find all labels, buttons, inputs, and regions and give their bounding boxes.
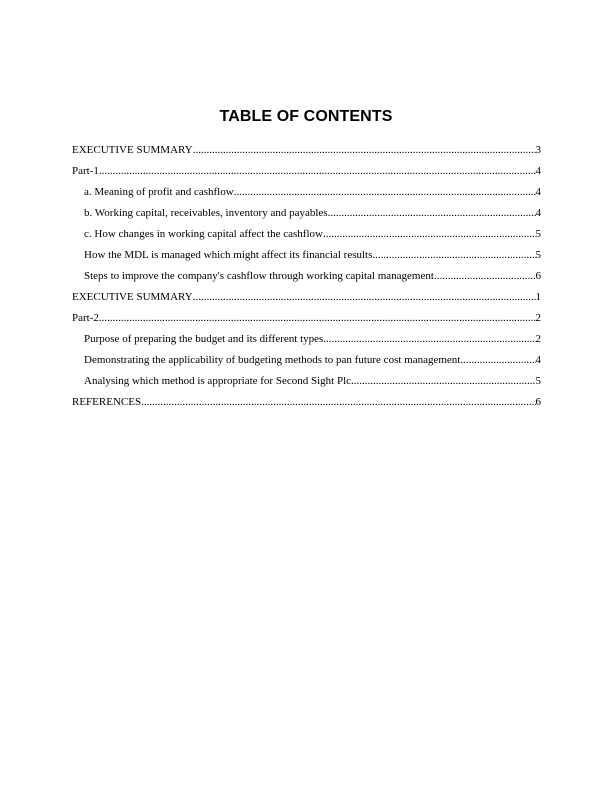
toc-page-number: 5	[535, 228, 541, 240]
toc-entry-text: Purpose of preparing the budget and its different types	[84, 333, 324, 345]
toc-list	[72, 140, 541, 413]
toc-page-number: 4	[535, 207, 541, 219]
toc-entry-steps-to-improve[interactable]	[72, 266, 541, 287]
toc-entry-executive-summary[interactable]	[72, 140, 541, 161]
toc-leader-dots	[460, 350, 535, 371]
toc-entry-text: a. Meaning of profit and cashflow	[84, 186, 234, 198]
toc-entry-meaning-of-profit[interactable]	[72, 182, 541, 203]
toc-page-number: 4	[535, 165, 541, 177]
toc-page-number: 6	[535, 270, 541, 282]
toc-page-number: 4	[535, 186, 541, 198]
toc-entry-text: REFERENCES	[72, 396, 142, 408]
toc-entry-text: Demonstrating the applicability of budgeting methods to pan future cost management	[84, 354, 461, 366]
toc-leader-dots	[193, 287, 536, 308]
toc-leader-dots	[323, 329, 535, 350]
toc-page-number: 6	[535, 396, 541, 408]
toc-page-number: 1	[535, 291, 541, 303]
toc-entry-working-capital[interactable]	[72, 203, 541, 224]
toc-entry-analysing-method[interactable]	[72, 371, 541, 392]
toc-page-number: 2	[535, 333, 541, 345]
toc-leader-dots	[234, 182, 536, 203]
toc-entry-text: c. How changes in working capital affect the cashflow	[84, 228, 323, 240]
toc-page-number: 5	[535, 249, 541, 261]
toc-leader-dots	[328, 203, 536, 224]
toc-page-number: 5	[535, 375, 541, 387]
toc-leader-dots	[99, 161, 536, 182]
toc-entry-part-2[interactable]	[72, 308, 541, 329]
toc-page-number: 4	[535, 354, 541, 366]
toc-entry-part-1[interactable]	[72, 161, 541, 182]
toc-entry-text: EXECUTIVE SUMMARY	[72, 291, 193, 303]
toc-entry-changes-in-working-capital[interactable]	[72, 224, 541, 245]
toc-entry-purpose-of-budget[interactable]	[72, 329, 541, 350]
toc-entry-executive-summary-2[interactable]	[72, 287, 541, 308]
toc-entry-text: EXECUTIVE SUMMARY	[72, 144, 193, 156]
toc-page-number: 2	[535, 312, 541, 324]
toc-title: TABLE OF CONTENTS	[219, 108, 393, 125]
toc-leader-dots	[372, 245, 535, 266]
toc-entry-text: How the MDL is managed which might affect its financial results	[84, 249, 373, 261]
toc-entry-text: Part-1	[72, 165, 99, 177]
toc-entry-text: b. Working capital, receivables, inventory and payables	[84, 207, 328, 219]
toc-entry-text: Analysing which method is appropriate for Second Sight Plc	[84, 375, 352, 387]
toc-entry-text: Part-2	[72, 312, 99, 324]
toc-entry-budgeting-methods[interactable]	[72, 350, 541, 371]
toc-entry-mdl-managed[interactable]	[72, 245, 541, 266]
toc-page-number: 3	[535, 144, 541, 156]
toc-leader-dots	[323, 224, 536, 245]
toc-leader-dots	[99, 308, 536, 329]
toc-entry-references[interactable]	[72, 392, 541, 413]
toc-leader-dots	[193, 140, 536, 161]
toc-leader-dots	[141, 392, 535, 413]
toc-entry-text: Steps to improve the company's cashflow through working capital management	[84, 270, 434, 282]
toc-leader-dots	[351, 371, 535, 392]
toc-leader-dots	[434, 266, 536, 287]
